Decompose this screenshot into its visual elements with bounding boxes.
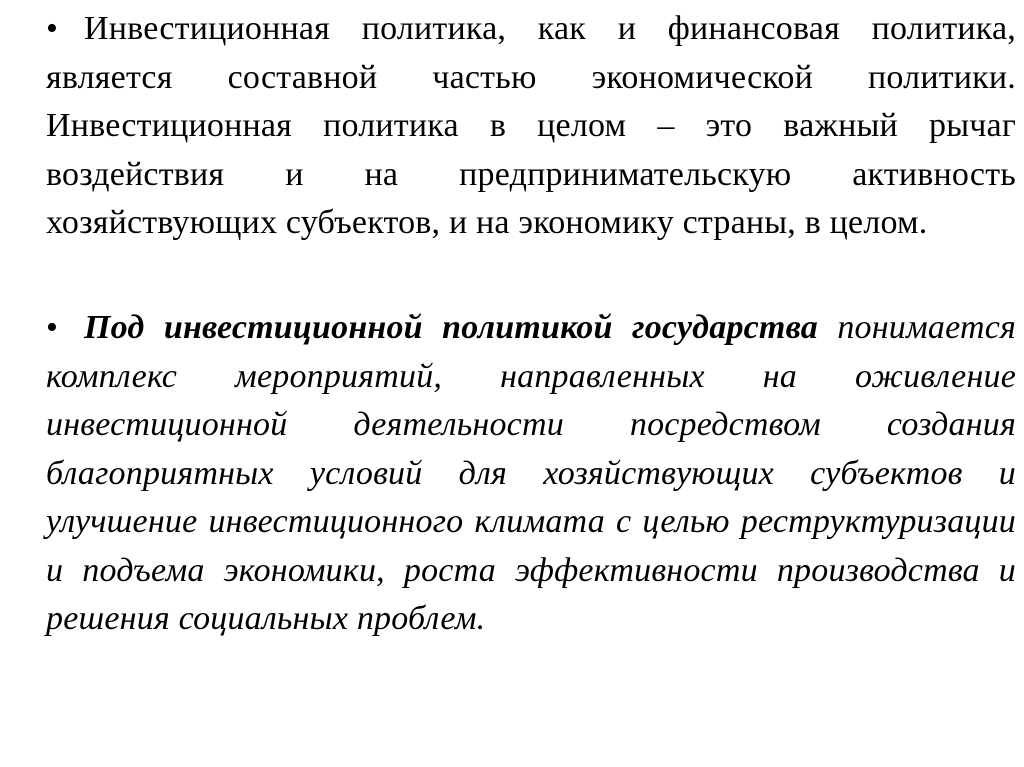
definition-text: понимается комплекс мероприятий, направленных на оживление инвестиционной деятельности посредством создания благоприятных условий для хозяйствующих субъектов и улучшение инвестиционного климата с целью реструктуризации и подъема экономики, роста эффективности производства и решения социальных проблем. — [46, 309, 1016, 637]
bullet-marker: • — [46, 10, 59, 47]
bullet-text: Инвестиционная политика, как и финансовая политика, является составной частью экономической политики. Инвестиционная политика в целом – это важный рычаг воздействия и на предпринимательскую активность хозяйствующих субъектов, и на экономику страны, в целом. — [46, 10, 1016, 241]
bullet-paragraph-2 — [46, 304, 1016, 644]
definition-term: Под инвестиционной политикой государства — [84, 309, 818, 346]
bullet-marker: • — [46, 309, 59, 346]
bullet-paragraph-1 — [46, 5, 1016, 248]
